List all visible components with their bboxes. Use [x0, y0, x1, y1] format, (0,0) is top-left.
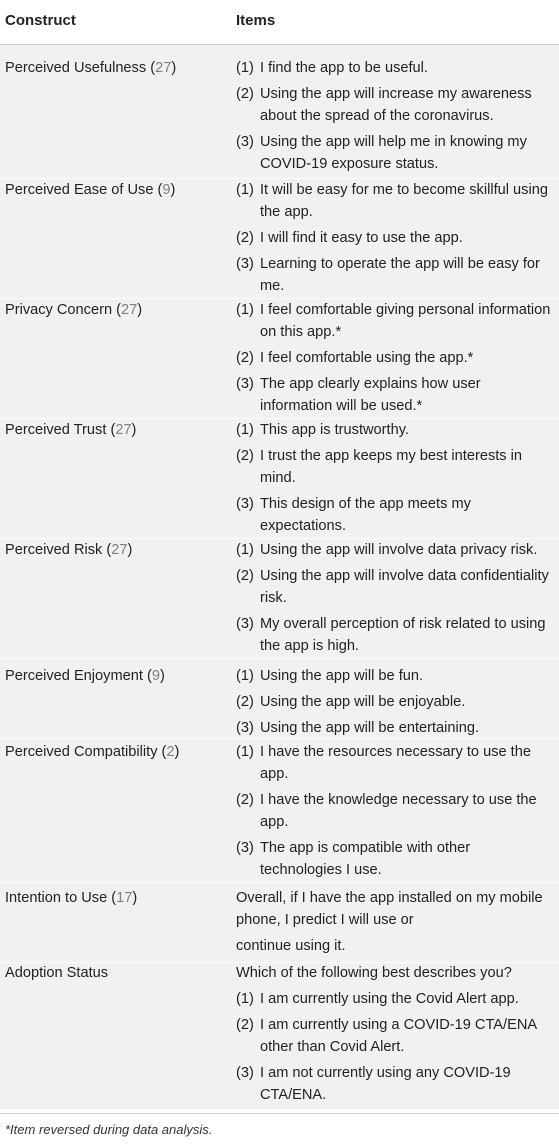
item-number: (3)	[236, 1065, 254, 1081]
table-row	[0, 419, 559, 538]
item-statement	[236, 838, 556, 881]
item-statement	[236, 58, 556, 80]
item-statement	[236, 180, 556, 223]
item-statement	[236, 300, 556, 343]
item-text: Learning to operate the app will be easy for me.	[260, 256, 540, 294]
item-statement	[236, 348, 556, 370]
item-number: (2)	[236, 694, 254, 710]
item-statement	[236, 566, 556, 609]
table-row	[0, 883, 559, 962]
item-text: I am currently using the Covid Alert app.	[260, 991, 519, 1007]
item-number: (2)	[236, 448, 254, 464]
construct-label: Privacy Concern (27)	[5, 302, 143, 318]
item-statement	[236, 84, 556, 127]
item-number: (1)	[236, 991, 254, 1007]
item-statement	[236, 888, 556, 931]
item-text: I find the app to be useful.	[260, 60, 428, 76]
construct-label: Perceived Risk (27)	[5, 542, 133, 558]
item-number: (1)	[236, 60, 254, 76]
item-text: I feel comfortable using the app.*	[260, 350, 474, 366]
item-number: (3)	[236, 134, 254, 150]
table-row	[0, 45, 559, 178]
item-text: Using the app will be entertaining.	[260, 720, 480, 736]
item-statement	[236, 666, 556, 688]
item-text: My overall perception of risk related to using the app is high.	[260, 616, 546, 654]
construct-label	[5, 963, 108, 983]
item-text: The app clearly explains how user information will be used.*	[260, 376, 481, 414]
item-number: (1)	[236, 182, 254, 198]
item-text: Using the app will be enjoyable.	[260, 694, 466, 710]
item-number: (3)	[236, 376, 254, 392]
item-statement	[236, 790, 556, 833]
reference-number: 9	[151, 668, 160, 684]
table-footnote: *Item reversed during data analysis.	[5, 1122, 213, 1137]
construct-name: Adoption Status	[5, 965, 109, 981]
item-statement	[236, 718, 556, 740]
item-statement	[236, 614, 556, 657]
item-number: (3)	[236, 256, 254, 272]
item-number: (2)	[236, 230, 254, 246]
construct-label: Perceived Compatibility (2)	[5, 744, 180, 760]
table-row	[0, 299, 559, 418]
item-statement	[236, 540, 556, 562]
construct-name: Perceived Enjoyment	[5, 668, 143, 684]
item-number: (2)	[236, 1017, 254, 1033]
reference-number: 17	[116, 890, 133, 906]
item-text: I feel comfortable giving personal information on this app.*	[260, 302, 551, 340]
construct-name: Intention to Use	[5, 890, 108, 906]
item-statement	[236, 742, 556, 785]
item-statement	[236, 132, 556, 175]
item-number: (2)	[236, 350, 254, 366]
construct-label: Perceived Ease of Use (9)	[5, 182, 176, 198]
construct-label: Perceived Enjoyment (9)	[5, 668, 165, 684]
item-text: This design of the app meets my expectations.	[260, 496, 471, 534]
item-statement	[236, 374, 556, 417]
table-row	[0, 539, 559, 658]
construct-label: Intention to Use (17)	[5, 890, 138, 906]
item-text: It will be easy for me to become skillful using the app.	[260, 182, 548, 220]
construct-name: Perceived Ease of Use	[5, 182, 154, 198]
reference-number: 27	[120, 302, 138, 318]
item-text: I am currently using a COVID-19 CTA/ENA other than Covid Alert.	[260, 1017, 537, 1055]
reference-number: 27	[155, 60, 172, 76]
item-number: (2)	[236, 86, 254, 102]
construct-label: Perceived Trust (27)	[5, 422, 137, 438]
reference-number: 27	[115, 422, 132, 438]
reference-number: 27	[111, 542, 128, 558]
construct-name: Perceived Usefulness	[5, 60, 147, 76]
item-statement	[236, 446, 556, 489]
table-row	[0, 659, 559, 738]
reference-number: 9	[162, 182, 171, 198]
item-text: I trust the app keeps my best interests in mind.	[260, 448, 523, 486]
item-text: The app is compatible with other technologies I use.	[260, 840, 471, 878]
item-number: (2)	[236, 792, 254, 808]
item-text: Overall, if I have the app installed on my mobile phone, I predict I will use or	[236, 890, 543, 928]
item-text: Using the app will be fun.	[260, 668, 424, 684]
item-statement	[236, 1063, 556, 1106]
item-statement	[236, 692, 556, 714]
item-statement	[236, 494, 556, 537]
table-row	[0, 739, 559, 882]
table-footer-rule	[0, 1113, 559, 1114]
item-number: (1)	[236, 744, 254, 760]
item-number: (1)	[236, 542, 254, 558]
table-row	[0, 963, 559, 1109]
item-text: I have the resources necessary to use the app.	[260, 744, 531, 782]
item-statement	[236, 228, 556, 250]
item-number: (3)	[236, 720, 254, 736]
item-number: (3)	[236, 840, 254, 856]
construct-name: Privacy Concern	[5, 302, 113, 318]
construct-name: Perceived Compatibility	[5, 744, 158, 760]
reference-number: 2	[166, 744, 175, 760]
item-text: Using the app will involve data confidentiality risk.	[260, 568, 549, 606]
item-number: (1)	[236, 422, 254, 438]
item-text: I will find it easy to use the app.	[260, 230, 463, 246]
item-text: continue using it.	[236, 938, 346, 954]
item-statement	[236, 936, 556, 958]
item-number: (1)	[236, 668, 254, 684]
item-statement	[236, 254, 556, 297]
item-number: (3)	[236, 616, 254, 632]
table-row	[0, 179, 559, 298]
table-header	[0, 0, 559, 45]
item-statement	[236, 420, 556, 442]
header-items: Items	[236, 12, 276, 29]
item-number: (2)	[236, 568, 254, 584]
item-text: This app is trustworthy.	[260, 422, 409, 438]
item-text: Using the app will help me in knowing my COVID-19 exposure status.	[260, 134, 527, 172]
item-statement	[236, 963, 556, 985]
item-text: I have the knowledge necessary to use the app.	[260, 792, 537, 830]
item-statement	[236, 1015, 556, 1058]
item-text: Which of the following best describes you?	[236, 965, 512, 981]
item-statement	[236, 989, 556, 1011]
construct-name: Perceived Risk	[5, 542, 103, 558]
item-number: (3)	[236, 496, 254, 512]
item-text: I am not currently using any COVID-19 CTA/ENA.	[260, 1065, 511, 1103]
item-number: (1)	[236, 302, 254, 318]
item-text: Using the app will increase my awareness about the spread of the coronavirus.	[260, 86, 532, 124]
item-text: Using the app will involve data privacy risk.	[260, 542, 538, 558]
construct-label: Perceived Usefulness (27)	[5, 60, 177, 76]
construct-name: Perceived Trust	[5, 422, 107, 438]
header-construct: Construct	[5, 12, 76, 29]
